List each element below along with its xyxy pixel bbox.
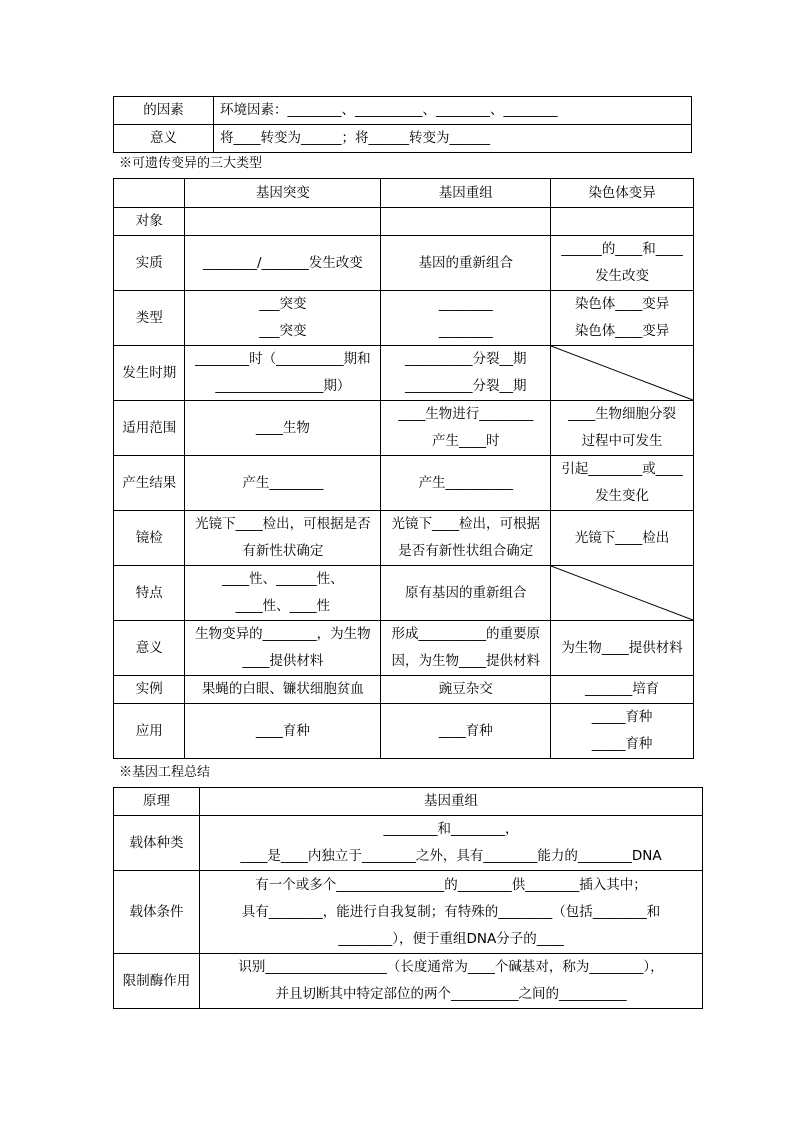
- table-cell: [551, 291, 694, 346]
- cell-line: ____性、____性: [235, 598, 331, 614]
- cell-line: 为生物____提供材料: [561, 639, 683, 656]
- row-label: 特点: [114, 566, 185, 621]
- row-head: 限制酶作用: [114, 954, 200, 1009]
- genetic-table: [113, 787, 703, 1009]
- cell-line: ________: [438, 323, 493, 339]
- table-row: [114, 954, 703, 1009]
- row-label: 适用范围: [114, 401, 185, 456]
- row-content: [200, 954, 703, 1009]
- row-label: 实例: [114, 676, 185, 704]
- table-cell: [381, 511, 551, 566]
- table-cell: [551, 676, 694, 704]
- table-cell: [185, 291, 381, 346]
- table-row: [114, 788, 703, 816]
- cell-line: ___突变: [259, 323, 307, 339]
- content-line: 识别__________________（长度通常为____个碱基对，称为________），: [238, 959, 664, 975]
- cell-line: 因，为生物____提供材料: [391, 653, 540, 669]
- header-cell: 染色体变异: [551, 179, 694, 208]
- cell-line: 原有基因的重新组合: [404, 584, 527, 601]
- table-row: [114, 401, 694, 456]
- table-cell: [185, 236, 381, 291]
- content-line: 并且切断其中特定部位的两个__________之间的__________: [275, 986, 627, 1002]
- table-row: [114, 871, 703, 954]
- cell-line: _______培育: [584, 681, 660, 697]
- cell-line: ____育种: [438, 722, 493, 739]
- table-cell: [185, 566, 381, 621]
- cell-line: __________分裂__期: [404, 351, 527, 367]
- row-content: [200, 788, 703, 816]
- table-row: [114, 291, 694, 346]
- table-cell: [185, 456, 381, 511]
- row-label: 对象: [114, 208, 185, 236]
- cell-line: ____性、______性、: [222, 571, 344, 587]
- cell-line: ___突变: [259, 296, 307, 312]
- table-cell: [185, 401, 381, 456]
- table-cell: [381, 291, 551, 346]
- cell-line: 过程中可发生: [581, 433, 663, 449]
- row-head: 载体条件: [114, 871, 200, 954]
- cell-line: 光镜下____检出，可根据是否: [195, 516, 371, 532]
- diagonal-cell: [551, 346, 694, 401]
- cell-line: 基因的重新组合: [418, 254, 513, 271]
- content-line: ________和________，: [383, 821, 519, 837]
- cell-line: ________________期）: [215, 378, 351, 394]
- content-line: ____是____内独立于________之外，具有________能力的________DNA: [240, 848, 662, 864]
- cell-line: _____育种: [591, 736, 653, 752]
- cell-line: 豌豆杂交: [438, 681, 493, 697]
- table-cell: [551, 511, 694, 566]
- row-label: 产生结果: [114, 456, 185, 511]
- row-label: 意义: [114, 621, 185, 676]
- row-label: 类型: [114, 291, 185, 346]
- row-head: 的因素: [114, 97, 214, 125]
- variation-body: [114, 208, 694, 759]
- table-cell: [381, 208, 551, 236]
- header-corner: [114, 179, 185, 208]
- table-cell: [381, 236, 551, 291]
- header-cell: 基因重组: [381, 179, 551, 208]
- cell-line: ________: [438, 296, 493, 312]
- table-row: [114, 511, 694, 566]
- row-head: 载体种类: [114, 816, 200, 871]
- cell-line: 有新性状确定: [242, 543, 324, 559]
- row-label: 实质: [114, 236, 185, 291]
- cell-line: 发生改变: [595, 268, 650, 284]
- table-cell: [551, 621, 694, 676]
- row-label: 发生时期: [114, 346, 185, 401]
- cell-line: ____生物进行________: [398, 406, 534, 422]
- cell-line: 形成__________的重要原: [391, 626, 540, 642]
- table-cell: [551, 456, 694, 511]
- top-table: [113, 96, 692, 153]
- table-cell: [185, 511, 381, 566]
- header-row: [114, 179, 694, 208]
- cell-line: ________时（__________期和: [195, 351, 371, 367]
- row-head: 原理: [114, 788, 200, 816]
- table-cell: [185, 208, 381, 236]
- table-cell: [185, 346, 381, 401]
- table-row: [114, 676, 694, 704]
- cell-line: _____育种: [591, 709, 653, 725]
- cell-line: ____生物: [255, 419, 310, 436]
- row-content: 环境因素：________、__________、________、________: [214, 97, 692, 125]
- cell-line: 产生__________: [418, 474, 513, 491]
- cell-line: 染色体____变异: [574, 296, 670, 312]
- table-row: [114, 97, 692, 125]
- table-cell: [185, 704, 381, 759]
- section-note: ※基因工程总结: [119, 765, 211, 780]
- table-cell: [381, 401, 551, 456]
- cell-line: 产生________: [242, 474, 324, 491]
- table-cell: [381, 566, 551, 621]
- cell-line: 染色体____变异: [574, 323, 670, 339]
- row-head: 意义: [114, 125, 214, 153]
- cell-line: 是否有新性状组合确定: [398, 543, 534, 559]
- section-note: ※可遗传变异的三大类型: [119, 156, 263, 171]
- diagonal-cell: [551, 566, 694, 621]
- table-row: [114, 236, 694, 291]
- genetic-body: [114, 788, 703, 1009]
- table-cell: [381, 621, 551, 676]
- cell-line: ________/_______发生改变: [202, 254, 363, 271]
- variation-table: [113, 178, 694, 759]
- content-line: 具有________，能进行自我复制；有特殊的________（包括________和: [241, 903, 661, 920]
- content-line: ________），便于重组DNA分子的____: [338, 930, 564, 947]
- table-cell: [381, 704, 551, 759]
- row-content: 将____转变为______；将______转变为______: [214, 125, 692, 153]
- diagonal-line: [551, 566, 693, 620]
- table-row: [114, 208, 694, 236]
- content-line: 有一个或多个________________的________供________插入其中；: [255, 876, 647, 893]
- row-content: [200, 816, 703, 871]
- cell-line: 生物变异的________，为生物: [195, 626, 371, 642]
- table-cell: [551, 208, 694, 236]
- cell-line: 光镜下____检出: [574, 529, 670, 546]
- cell-line: 发生变化: [595, 488, 650, 504]
- content-line: 基因重组: [424, 793, 478, 809]
- row-label: 镜检: [114, 511, 185, 566]
- table-row: [114, 621, 694, 676]
- table-row: [114, 704, 694, 759]
- diagonal-line: [551, 346, 693, 400]
- table-row: [114, 816, 703, 871]
- table-cell: [381, 346, 551, 401]
- table-cell: [185, 621, 381, 676]
- cell-line: __________分裂__期: [404, 378, 527, 394]
- table-cell: [381, 676, 551, 704]
- table-cell: [185, 676, 381, 704]
- row-content: [200, 871, 703, 954]
- header-cell: 基因突变: [185, 179, 381, 208]
- table-cell: [551, 401, 694, 456]
- table-row: [114, 456, 694, 511]
- row-label: 应用: [114, 704, 185, 759]
- table-cell: [551, 236, 694, 291]
- cell-line: 引起________或____: [561, 461, 683, 477]
- cell-line: 产生____时: [431, 433, 500, 449]
- cell-line: 光镜下____检出，可根据: [391, 516, 540, 532]
- table-cell: [381, 456, 551, 511]
- table-row: [114, 346, 694, 401]
- cell-line: ____育种: [255, 722, 310, 739]
- cell-line: 果蝇的白眼、镰状细胞贫血: [201, 681, 364, 697]
- cell-line: ____提供材料: [242, 653, 324, 669]
- table-row: [114, 125, 692, 153]
- cell-line: ____生物细胞分裂: [568, 406, 677, 422]
- table-row: [114, 566, 694, 621]
- table-cell: [551, 704, 694, 759]
- cell-line: ______的____和____: [561, 241, 683, 257]
